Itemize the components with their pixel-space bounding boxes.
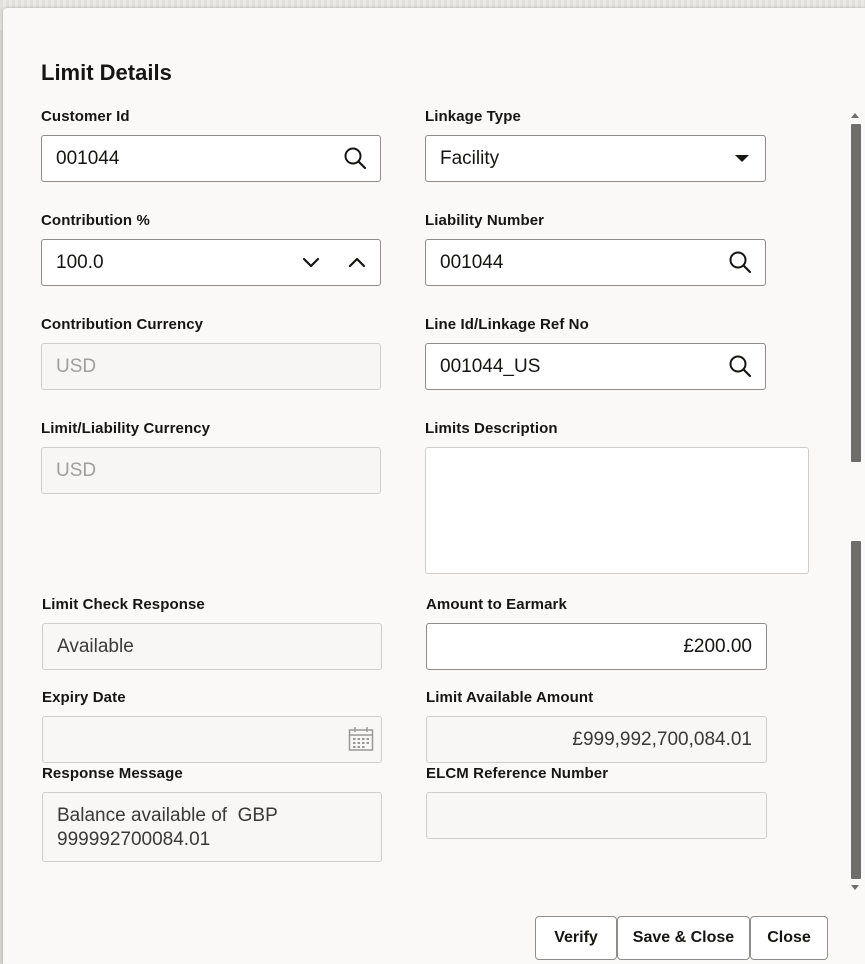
contribution-currency-value: USD (56, 355, 97, 377)
limit-check-response-value: Available (57, 635, 134, 657)
calendar-icon[interactable] (346, 724, 376, 754)
scroll-up-arrow-icon[interactable] (851, 113, 859, 118)
increment-chevron-up-icon[interactable] (342, 247, 372, 277)
limit-available-amount-label: Limit Available Amount (426, 689, 594, 706)
dialog-title: Limit Details (41, 60, 172, 85)
linkage-type-select[interactable] (425, 135, 766, 182)
line-id-search-icon[interactable] (725, 351, 755, 381)
response-message-label: Response Message (42, 765, 183, 782)
linkage-type-value: Facility (440, 147, 500, 169)
line-id-field[interactable] (425, 343, 766, 390)
amount-to-earmark-label: Amount to Earmark (426, 596, 567, 613)
elcm-reference-number-field (426, 792, 767, 839)
limit-available-amount-value: £999,992,700,084.01 (572, 728, 752, 750)
customer-id-search-icon[interactable] (340, 143, 370, 173)
customer-id-label: Customer Id (41, 108, 130, 125)
contribution-pct-label: Contribution % (41, 212, 150, 229)
decrement-chevron-down-icon[interactable] (296, 247, 326, 277)
limit-liability-currency-value: USD (56, 459, 97, 481)
amount-to-earmark-field[interactable] (426, 623, 767, 670)
limit-liability-currency-field (41, 447, 381, 494)
amount-to-earmark-value: £200.00 (683, 635, 752, 657)
liability-number-value: 001044 (440, 251, 504, 273)
response-message-field (42, 792, 382, 862)
scroll-down-arrow-icon[interactable] (851, 885, 859, 890)
liability-number-search-icon[interactable] (725, 247, 755, 277)
linkage-type-label: Linkage Type (425, 108, 521, 125)
response-message-line-1: Balance available of GBP (57, 805, 278, 826)
contribution-pct-stepper[interactable] (41, 239, 381, 286)
liability-number-label: Liability Number (425, 212, 545, 229)
customer-id-value: 001044 (56, 147, 120, 169)
contribution-pct-value: 100.0 (56, 251, 104, 273)
dropdown-caret-icon[interactable] (727, 143, 757, 173)
close-button[interactable]: Close (750, 916, 828, 960)
contribution-currency-label: Contribution Currency (41, 316, 204, 333)
scrollbar-thumb-upper[interactable] (851, 124, 861, 462)
limits-description-textarea[interactable] (425, 447, 809, 574)
expiry-date-label: Expiry Date (42, 689, 126, 706)
contribution-currency-field (41, 343, 381, 390)
customer-id-field[interactable] (41, 135, 381, 182)
liability-number-field[interactable] (425, 239, 766, 286)
limit-check-response-field (42, 623, 382, 670)
line-id-value: 001044_US (440, 355, 541, 377)
limit-available-amount-field (426, 716, 767, 763)
save-and-close-button[interactable]: Save & Close (617, 916, 750, 960)
limits-description-label: Limits Description (425, 420, 558, 437)
limit-check-response-label: Limit Check Response (42, 596, 205, 613)
scrollbar-thumb-lower[interactable] (851, 541, 861, 879)
response-message-line-2: 999992700084.01 (57, 829, 211, 850)
limit-liability-currency-label: Limit/Liability Currency (41, 420, 211, 437)
elcm-reference-number-label: ELCM Reference Number (426, 765, 609, 782)
verify-button[interactable]: Verify (535, 916, 617, 960)
expiry-date-field[interactable] (42, 716, 382, 763)
line-id-label: Line Id/Linkage Ref No (425, 316, 589, 333)
